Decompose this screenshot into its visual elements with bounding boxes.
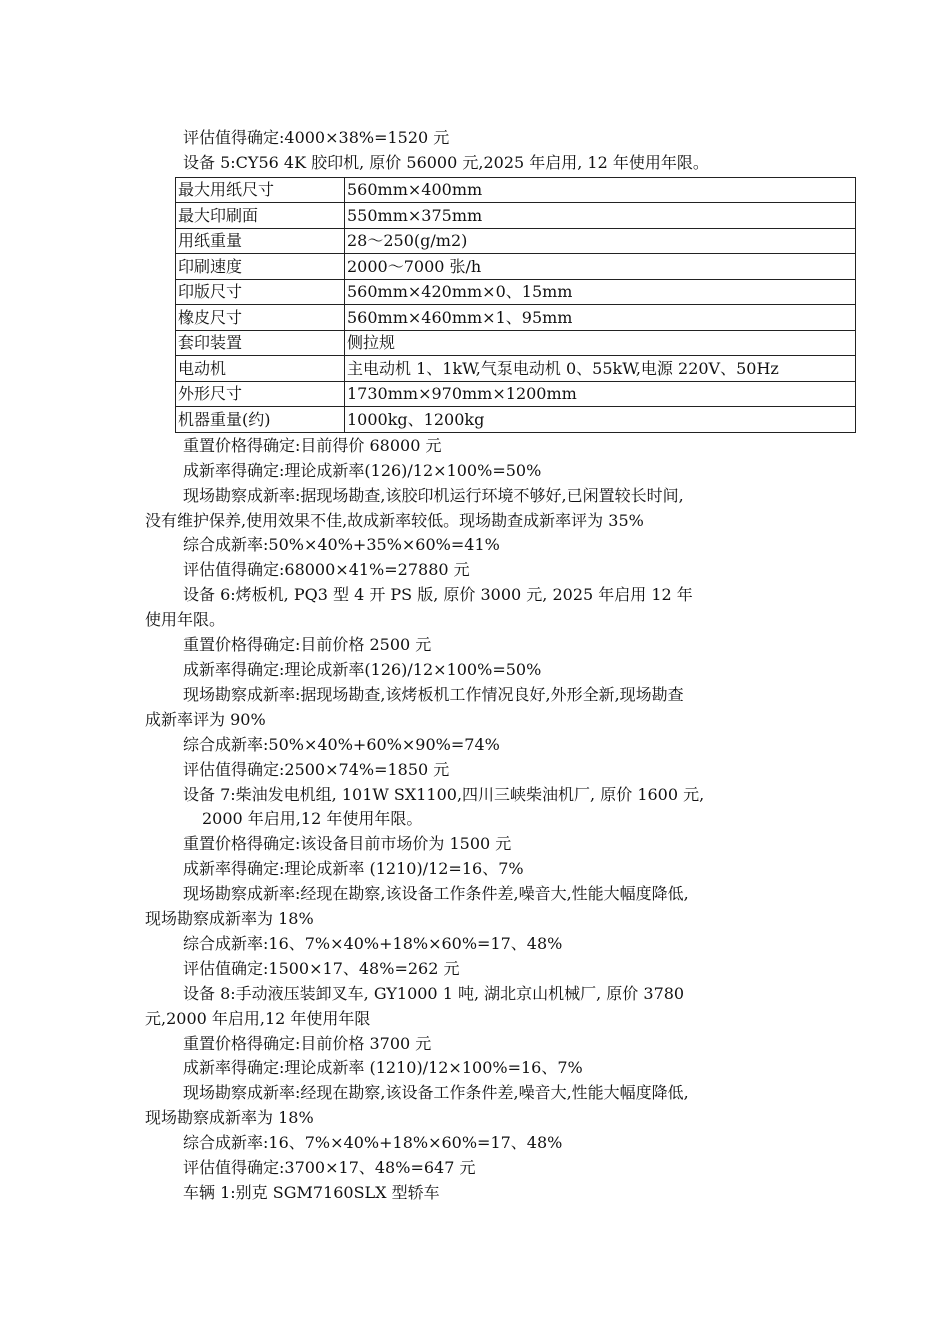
table-row (176, 330, 856, 356)
text-line: 现场勘察成新率:据现场勘查,该胶印机运行环境不够好,已闲置较长时间, (183, 485, 684, 505)
text-line: 现场勘察成新率为 18% (145, 1108, 314, 1128)
text-line: 现场勘察成新率为 18% (145, 909, 314, 929)
text-line: 评估值确定:1500×17、48%=262 元 (183, 958, 460, 978)
text-line: 设备 7:柴油发电机组, 101W SX1100,四川三峡柴油机厂, 原价 1600 元, (183, 784, 705, 804)
document-content (145, 126, 860, 1206)
table-row (176, 228, 856, 254)
spec-value: 560mm×420mm×0、15mm (345, 279, 856, 305)
text-line: 没有维护保养,使用效果不佳,故成新率较低。现场勘查成新率评为 35% (145, 510, 644, 530)
text-line: 现场勘察成新率:据现场勘查,该烤板机工作情况良好,外形全新,现场勘查 (183, 684, 684, 704)
spec-value: 侧拉规 (345, 330, 856, 356)
table-row (176, 254, 856, 280)
text-line: 成新率得确定:理论成新率 (1210)/12=16、7% (183, 859, 524, 879)
text-line: 评估值得确定:2500×74%=1850 元 (183, 759, 450, 779)
text-line: 评估值得确定:68000×41%=27880 元 (183, 560, 470, 580)
text-line: 评估值得确定:4000×38%=1520 元 (183, 128, 450, 147)
spec-value: 1730mm×970mm×1200mm (345, 381, 856, 407)
text-line: 使用年限。 (145, 610, 226, 630)
table-row (176, 381, 856, 407)
table-row (176, 279, 856, 305)
text-line: 综合成新率:16、7%×40%+18%×60%=17、48% (183, 1133, 563, 1153)
text-line: 元,2000 年启用,12 年使用年限 (145, 1008, 371, 1028)
spec-key: 机器重量(约) (176, 407, 345, 433)
spec-value: 2000～7000 张/h (345, 254, 856, 280)
spec-key: 最大印刷面 (176, 203, 345, 229)
spec-key: 电动机 (176, 356, 345, 382)
text-line: 成新率得确定:理论成新率(126)/12×100%=50% (183, 659, 542, 679)
text-line: 成新率得确定:理论成新率 (1210)/12×100%=16、7% (183, 1058, 583, 1078)
text-line: 现场勘察成新率:经现在勘察,该设备工作条件差,噪音大,性能大幅度降低, (183, 1083, 689, 1103)
text-line: 设备 6:烤板机, PQ3 型 4 开 PS 版, 原价 3000 元, 2025 年启用 12 年 (183, 585, 693, 605)
text-line: 设备 5:CY56 4K 胶印机, 原价 56000 元,2025 年启用, 12 年使用年限。 (183, 152, 709, 172)
spec-table (175, 177, 856, 433)
text-line: 设备 8:手动液压装卸叉车, GY1000 1 吨, 湖北京山机械厂, 原价 3780 (183, 983, 685, 1003)
text-line: 2000 年启用,12 年使用年限。 (202, 809, 423, 829)
spec-key: 最大用纸尺寸 (176, 177, 345, 203)
table-row (176, 305, 856, 331)
text-line: 重置价格得确定:目前得价 68000 元 (183, 435, 442, 455)
text-line: 重置价格得确定:该设备目前市场价为 1500 元 (183, 834, 512, 854)
table-row (176, 356, 856, 382)
table-row (176, 203, 856, 229)
spec-value: 560mm×460mm×1、95mm (345, 305, 856, 331)
table-row (176, 177, 856, 203)
text-line: 车辆 1:别克 SGM7160SLX 型轿车 (183, 1183, 440, 1202)
text-line: 重置价格得确定:目前价格 3700 元 (183, 1033, 432, 1053)
spec-value: 560mm×400mm (345, 177, 856, 203)
spec-value: 28～250(g/m2) (345, 228, 856, 254)
spec-key: 用纸重量 (176, 228, 345, 254)
spec-key: 印版尺寸 (176, 279, 345, 305)
spec-value: 1000kg、1200kg (345, 407, 856, 433)
text-line: 成新率得确定:理论成新率(126)/12×100%=50% (183, 460, 542, 480)
spec-key: 外形尺寸 (176, 381, 345, 407)
text-line: 综合成新率:16、7%×40%+18%×60%=17、48% (183, 933, 563, 953)
spec-key: 印刷速度 (176, 254, 345, 280)
spec-value: 主电动机 1、1kW,气泵电动机 0、55kW,电源 220V、50Hz (345, 356, 856, 382)
text-line: 现场勘察成新率:经现在勘察,该设备工作条件差,噪音大,性能大幅度降低, (183, 884, 689, 904)
spec-value: 550mm×375mm (345, 203, 856, 229)
table-row (176, 407, 856, 433)
spec-key: 套印装置 (176, 330, 345, 356)
text-line: 成新率评为 90% (145, 709, 266, 729)
text-line: 评估值得确定:3700×17、48%=647 元 (183, 1158, 476, 1178)
text-line: 重置价格得确定:目前价格 2500 元 (183, 635, 432, 655)
spec-key: 橡皮尺寸 (176, 305, 345, 331)
text-line: 综合成新率:50%×40%+35%×60%=41% (183, 535, 500, 555)
text-line: 综合成新率:50%×40%+60%×90%=74% (183, 734, 500, 754)
